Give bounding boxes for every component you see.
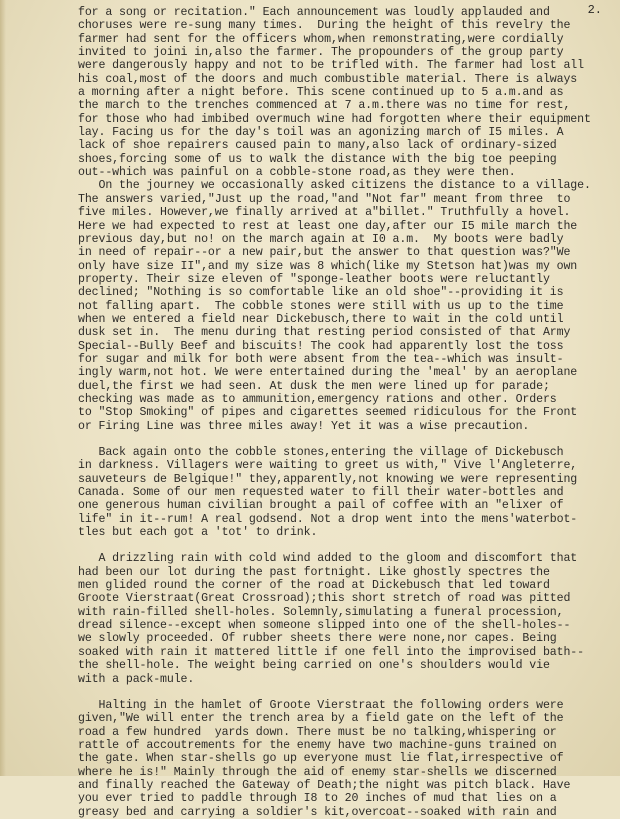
text-line: A drizzling rain with cold wind added to the gloom and discomfort that [78,552,578,566]
text-line: with a pack-mule. [78,672,195,686]
text-line: in need of repair--or a new pair,but the answer to that question was?"We [78,246,571,260]
paragraph-gap [78,539,610,552]
text-line: men glided round the corner of the road at Dickebusch that led toward [78,579,550,593]
paragraph-gap [78,686,610,699]
text-line: his coal,most of the doors and much combustible material. There is always [78,72,578,86]
text-line: Canada. Some of our men requested water to fill their water-bottles and [78,486,564,500]
paragraph [78,6,610,179]
text-line: road a few hundred yards down. There must be no talking,whispering or [78,725,557,739]
text-line: declined; "Nothing is so comfortable like an old shoe"--providing it is [78,286,564,300]
text-line: tles but each got a 'tot' to drink. [78,526,318,540]
text-line: life" in it--rum! A real godsend. Not a drop went into the mens'waterbot- [78,512,578,526]
text-line: given,"We will enter the trench area by a field gate on the left of the [78,712,564,726]
text-line: when we entered a field near Dickebusch,there to wait in the cold until [78,312,564,326]
text-line: Back again onto the cobble stones,entering the village of Dickebusch [78,446,564,459]
paragraph [78,179,610,433]
text-line: dread silence--except when someone slipped into one of the shell-holes-- [78,619,571,633]
text-line: choruses were re-sung many times. During the height of this revelry the [78,19,571,33]
text-line: invited to joini in,also the farmer. The propounders of the group party [78,46,564,60]
text-line: or Firing Line was three miles away! Yet it was a wise precaution. [78,419,530,433]
text-line: greasy bed and carrying a soldier's kit,overcoat--soaked with rain and [78,805,557,819]
text-line: with rain-filled shell-holes. Solemnly,simulating a funeral procession, [78,605,564,619]
paragraph [78,446,610,539]
text-line: previous day,but no! on the march again at I0 a.m. My boots were badly [78,232,564,246]
text-line: only have size II",and my size was 8 which(like my Stetson hat)was my own [78,259,578,273]
text-line: a morning after a night before. This scene continued up to 5 a.m.and as [78,86,564,100]
text-line: property. Their size eleven of "sponge-leather boots were reluctantly [78,272,550,286]
typed-text-body [78,6,610,819]
text-line: the gate. When star-shells go up everyone must lie flat,irrespective of [78,752,564,766]
paragraph [78,699,610,819]
text-line: the shell-hole. The weight being carried on one's shoulders would vie [78,659,550,673]
text-line: five miles. However,we finally arrived at a"billet." Truthfully a hovel. [78,206,571,220]
page-edge [0,0,6,776]
text-line: Halting in the hamlet of Groote Vierstraat the following orders were [78,698,564,712]
text-line: lack of shoe repairers caused pain to many,also lack of ordinary-sized [78,139,557,153]
text-line: for those who had imbibed overmuch wine had forgotten where their equipment [78,112,591,126]
text-line: On the journey we occasionally asked citizens the distance to a village. [78,179,591,193]
text-line: sauveteurs de Belgique!" they,apparently,not knowing we were representing [78,472,578,486]
paragraph [78,552,610,685]
text-line: rattle of accoutrements for the enemy have two machine-guns trained on [78,738,557,752]
text-line: for sugar and milk for both were absent from the tea--which was insult- [78,352,564,366]
text-line: out--which was painful on a cobble-stone road,as they were then. [78,166,516,180]
text-line: we slowly proceeded. Of rubber sheets there were none,nor capes. Being [78,632,557,646]
text-line: Here we had expected to rest at least one day,after our I5 mile march the [78,219,578,233]
paragraph-gap [78,433,610,446]
text-line: where he is!" Mainly through the aid of enemy star-shells we discerned [78,765,557,779]
text-line: were dangerously happy and not to be trifled with. The farmer had lost all [78,59,584,73]
text-line: had been our lot during the past fortnight. Like ghostly spectres the [78,565,550,579]
text-line: the march to the trenches commenced at 7 a.m.there was no time for rest, [78,99,571,113]
text-line: for a song or recitation." Each announcement was loudly applauded and [78,6,550,19]
text-line: The answers varied,"Just up the road,"and "Not far" meant from three to [78,192,571,206]
text-line: soaked with rain it mattered little if one fell into the improvised bath-- [78,645,584,659]
text-line: Groote Vierstraat(Great Crossroad);this short stretch of road was pitted [78,592,571,606]
text-line: not falling apart. The cobble stones were still with us up to the time [78,299,564,313]
text-line: duel,the first we had seen. At dusk the men were lined up for parade; [78,379,550,393]
text-line: you ever tried to paddle through I8 to 20 inches of mud that lies on a [78,792,557,806]
text-line: one generous human civilian brought a pail of coffee with an "elixer of [78,499,564,513]
page-number: 2. [587,3,602,17]
text-line: checking was made as to ammunition,emergency rations and other. Orders [78,392,557,406]
text-line: lay. Facing us for the day's toil was an agonizing march of I5 miles. A [78,126,564,140]
text-line: and finally reached the Gateway of Death;the night was pitch black. Have [78,778,571,792]
text-line: dusk set in. The menu during that resting period consisted of that Army [78,326,571,340]
text-line: Special--Bully Beef and biscuits! The cook had apparently lost the toss [78,339,564,353]
text-line: ingly warm,not hot. We were entertained during the 'meal' by an aeroplane [78,366,578,380]
text-line: shoes,forcing some of us to walk the distance with the big toe peeping [78,152,557,166]
text-line: to "Stop Smoking" of pipes and cigarettes seemed ridiculous for the Front [78,406,578,420]
text-line: in darkness. Villagers were waiting to greet us with," Vive l'Angleterre, [78,459,578,473]
text-line: farmer had sent for the officers whom,when remonstrating,were cordially [78,32,564,46]
